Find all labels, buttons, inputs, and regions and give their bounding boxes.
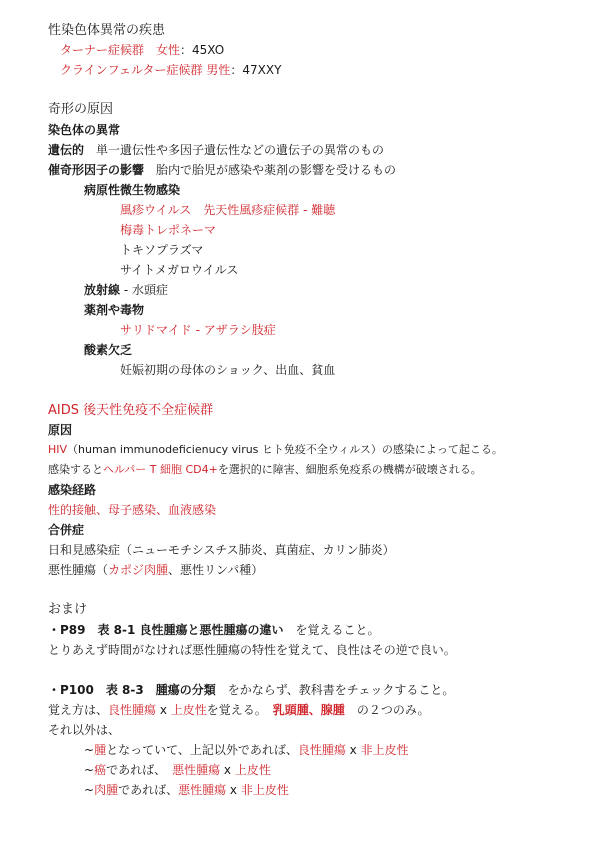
rule-niku-line	[84, 781, 289, 799]
genetic-line	[48, 141, 384, 159]
hiv-line	[48, 441, 503, 459]
toxoplasma-item: トキソプラズマ	[120, 243, 204, 257]
radiation-text: - 水頭症	[120, 283, 168, 297]
rule2-pre: ~	[84, 763, 95, 777]
cmv-item: サイトメガロウイルス	[120, 263, 239, 277]
klinefelter-sex: 男性	[202, 63, 231, 77]
rule2-malignant: 悪性腫瘍	[172, 763, 221, 777]
memo-x: x	[156, 703, 171, 717]
others-line: それ以外は、	[48, 723, 121, 737]
rule1-pre: ~	[84, 743, 95, 757]
tumor-post: 、悪性リンパ種）	[168, 563, 264, 577]
rule3-x: x	[226, 783, 241, 797]
teratogen-label: 催奇形因子の影響	[48, 163, 145, 177]
radiation-line	[84, 281, 168, 299]
rule3-malignant: 悪性腫瘍	[178, 783, 227, 797]
teratogen-text: 胎内で胎児が感染や薬剤の影響を受けるもの	[144, 163, 397, 177]
rule3-nikushu: 肉腫	[94, 783, 119, 797]
turner-syndrome: ターナー症候群 女性	[60, 43, 181, 57]
memo-benign: 良性腫瘍	[108, 703, 157, 717]
sex-chromosome-title: 性染色体異常の疾患	[48, 23, 166, 38]
rule1-benign: 良性腫瘍	[297, 743, 346, 757]
rule-shu-line	[84, 741, 409, 759]
klinefelter-syndrome: クラインフェルター症候群	[60, 63, 203, 77]
rule3-nonepithelial: 非上皮性	[240, 783, 289, 797]
teratogen-line	[48, 161, 396, 179]
memo-mid: を覚える。	[206, 703, 273, 717]
rubella-item: 風疹ウイルス 先天性風疹症候群 - 難聴	[120, 203, 336, 217]
turner-line	[60, 41, 224, 59]
rule3-mid: であれば、	[118, 783, 179, 797]
genetic-label: 遺伝的	[48, 143, 85, 157]
pathogen-heading: 病原性微生物感染	[84, 183, 181, 197]
kaposi-sarcoma: カポジ肉腫	[108, 563, 169, 577]
complication-heading: 合併症	[48, 523, 85, 537]
p89-tail: を覚えること。	[283, 623, 380, 637]
helper-t-line	[48, 461, 482, 479]
aids-cause-heading: 原因	[48, 423, 73, 437]
infect-pre: 感染すると	[48, 463, 103, 476]
memo-pre: 覚え方は、	[48, 703, 109, 717]
hiv-text: （human immunodeficienucy virus ヒト免疫不全ウィルス）の感染によって起こる。	[67, 443, 503, 456]
hiv-term: HIV	[48, 443, 68, 456]
infect-post: を選択的に障害、細胞系免疫系の機構が破壊される。	[217, 463, 482, 476]
malignant-tumor-line	[48, 561, 263, 579]
tumor-pre: 悪性腫瘍（	[48, 563, 109, 577]
p100-line	[48, 681, 454, 699]
route-list: 性的接触、母子感染、血液感染	[48, 503, 217, 517]
hypoxia-heading: 酸素欠乏	[84, 343, 133, 357]
rule3-pre: ~	[84, 783, 95, 797]
extra-title: おまけ	[48, 602, 88, 617]
rule2-epithelial: 上皮性	[234, 763, 271, 777]
rule1-shu: 腫	[94, 743, 107, 757]
memo-line	[48, 701, 430, 719]
helper-t-cell: ヘルパー T 細胞 CD4+	[103, 463, 218, 476]
chromosome-abnormality-heading: 染色体の異常	[48, 123, 121, 137]
rule1-nonepithelial: 非上皮性	[360, 743, 409, 757]
memo-exceptions: 乳頭腫、腺腫	[272, 703, 345, 717]
rule-gan-line	[84, 761, 271, 779]
malformation-title: 奇形の原因	[48, 102, 114, 117]
klinefelter-karyotype: ：47XXY	[230, 63, 282, 77]
rule2-x: x	[220, 763, 235, 777]
rule1-mid: となっていて、上記以外であれば、	[106, 743, 298, 757]
p89-bullet: ・P89 表 8-1 良性腫瘍と悪性腫瘍の違い	[48, 623, 284, 637]
p100-bullet: ・P100 表 8-3 腫瘍の分類	[48, 683, 216, 697]
drugs-heading: 薬剤や毒物	[84, 303, 145, 317]
genetic-text: 単一遺伝性や多因子遺伝性などの遺伝子の異常のもの	[84, 143, 385, 157]
turner-karyotype: ：45XO	[180, 43, 225, 57]
p100-tail: をかならず、教科書をチェックすること。	[215, 683, 455, 697]
rule2-gan: 癌	[94, 763, 107, 777]
rule1-x: x	[345, 743, 361, 757]
p89-line	[48, 621, 380, 639]
opportunistic-infection: 日和見感染症（ニューモチシスチス肺炎、真菌症、カリン肺炎）	[48, 543, 395, 557]
memo-post: の２つのみ。	[344, 703, 430, 717]
klinefelter-line	[60, 61, 281, 79]
aids-title: AIDS 後天性免疫不全症候群	[48, 403, 214, 418]
syphilis-item: 梅毒トレポネーマ	[120, 223, 217, 237]
p89-note: とりあえず時間がなければ悪性腫瘍の特性を覚えて、良性はその逆で良い。	[48, 643, 456, 657]
radiation-label: 放射線	[84, 283, 121, 297]
hypoxia-item: 妊娠初期の母体のショック、出血、貧血	[120, 363, 336, 377]
rule2-mid: であれば、	[106, 763, 173, 777]
route-heading: 感染経路	[48, 483, 97, 497]
memo-epithelial: 上皮性	[170, 703, 207, 717]
thalidomide-item: サリドマイド - アザラシ肢症	[120, 323, 276, 337]
